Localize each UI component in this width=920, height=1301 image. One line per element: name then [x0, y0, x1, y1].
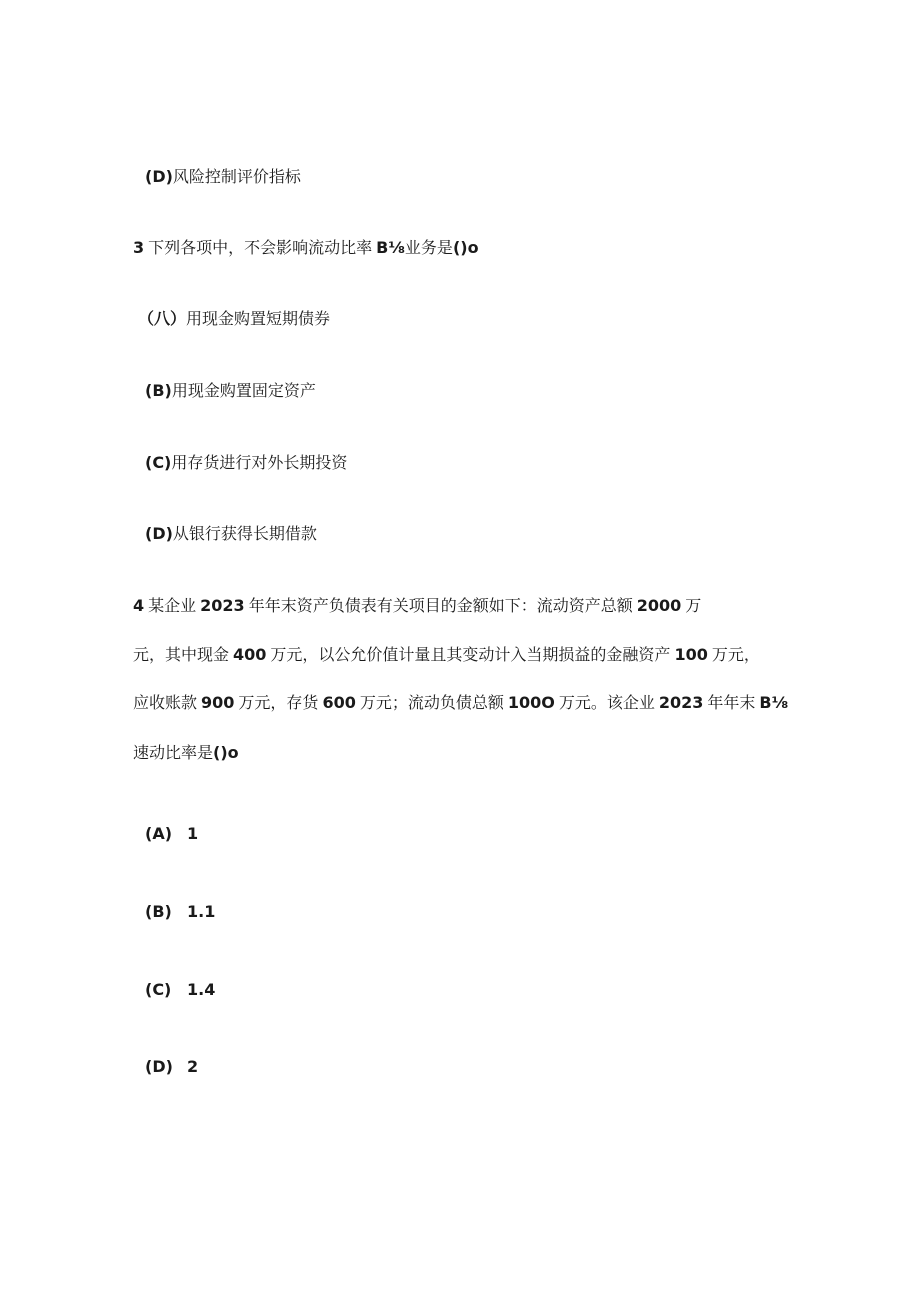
option-text: 用存货进行对外长期投资 — [171, 453, 348, 472]
q4-stem-line-2 — [133, 644, 760, 666]
stem-number: 400 — [233, 645, 267, 664]
stem-text: 万元， — [711, 645, 760, 664]
stem-text: 某企业 — [148, 596, 197, 615]
option-value: 1.1 — [187, 902, 216, 921]
stem-number: 2000 — [636, 596, 682, 615]
q4-stem-line-3 — [133, 692, 788, 714]
stem-number: 100O — [507, 693, 555, 712]
stem-tail: 业务是 — [404, 238, 453, 257]
stem-number: 900 — [201, 693, 235, 712]
option-label: (B) — [145, 902, 172, 921]
option-label: (A) — [145, 824, 173, 843]
q4-option-c — [145, 979, 215, 1001]
q3-option-d — [145, 523, 317, 545]
q3-option-c — [145, 452, 347, 474]
q3-option-a — [138, 308, 330, 330]
stem-number: 2023 — [200, 596, 245, 615]
stem-text: 速动比率是 — [133, 743, 214, 762]
stem-number: 600 — [322, 693, 356, 712]
option-value: 1.4 — [187, 980, 216, 999]
stem-text: 万 — [685, 596, 702, 615]
stem-text: 万元；流动负债总额 — [359, 693, 504, 712]
stem-code: B⅛ — [376, 238, 405, 257]
option-value: 1 — [187, 824, 199, 843]
stem-number: 2023 — [658, 693, 704, 712]
stem-end: ()o — [213, 743, 239, 762]
stem-end: ()o — [452, 238, 479, 257]
option-label: (D) — [145, 1057, 173, 1076]
stem-text: 年年末 — [707, 693, 756, 712]
q2-option-d — [145, 166, 301, 188]
option-text: 用现金购置固定资产 — [171, 381, 316, 400]
option-text: 用现金购置短期债券 — [186, 309, 331, 328]
option-label: (C) — [145, 453, 172, 472]
question-number: 4 — [133, 596, 145, 615]
stem-text: 下列各项中，不会影响流动比率 — [148, 238, 373, 257]
stem-number: 100 — [674, 645, 708, 664]
option-label: (D) — [145, 167, 173, 186]
question-number: 3 — [133, 238, 145, 257]
stem-text: 年年末资产负债表有关项目的金额如下：流动资产总额 — [248, 596, 633, 615]
q4-option-d — [145, 1056, 198, 1078]
option-label: （八） — [138, 309, 187, 328]
q3-option-b — [145, 380, 316, 402]
option-label: (B) — [145, 381, 172, 400]
option-text: 从银行获得长期借款 — [172, 524, 317, 543]
option-label: (C) — [145, 980, 172, 999]
q4-option-b — [145, 901, 215, 923]
stem-text: 元，其中现金 — [133, 645, 230, 664]
option-text: 风险控制评价指标 — [172, 167, 301, 186]
q4-stem-line-1 — [133, 595, 701, 617]
q3-stem — [133, 237, 479, 259]
option-label: (D) — [145, 524, 173, 543]
q4-stem-line-4 — [133, 742, 239, 764]
stem-text: 应收账款 — [133, 693, 198, 712]
stem-text: 万元。该企业 — [558, 693, 655, 712]
option-value: 2 — [187, 1057, 199, 1076]
stem-code: B⅛ — [759, 693, 789, 712]
q4-option-a — [145, 823, 198, 845]
stem-text: 万元，存货 — [238, 693, 319, 712]
stem-text: 万元，以公允价值计量且其变动计入当期损益的金融资产 — [270, 645, 671, 664]
